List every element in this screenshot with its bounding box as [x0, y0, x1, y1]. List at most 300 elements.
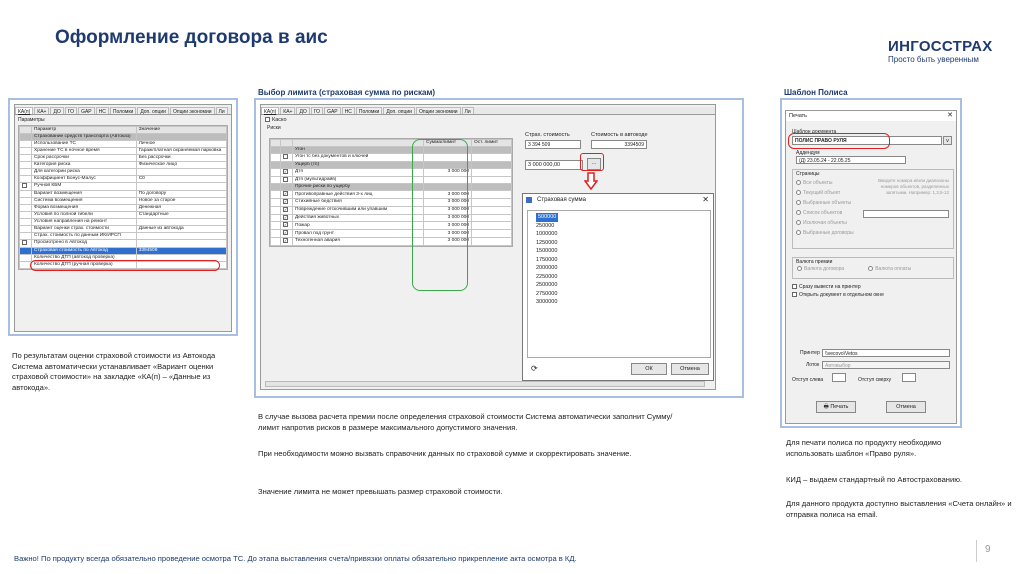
strakh-value-field[interactable]: 3 394 509 [525, 140, 581, 149]
risk-row [271, 222, 512, 230]
risk-rest [472, 199, 512, 207]
risk-name: Техногенная авария [293, 237, 424, 245]
risk-check[interactable] [281, 161, 293, 168]
sum-option[interactable] [528, 239, 710, 248]
print-note-2: КИД – выдаем стандартный по Автострахованию. [786, 475, 963, 484]
risk-rest [472, 230, 512, 238]
risk-checkbox[interactable] [283, 177, 288, 182]
lookup-highlight [580, 153, 604, 171]
sum-option-label: 500000 [538, 214, 557, 220]
table-row [20, 239, 227, 247]
table-row [20, 183, 227, 191]
open-window-label: Открыть документ в отдельном окне [799, 292, 884, 298]
param-value[interactable] [136, 183, 226, 191]
risk-check[interactable] [281, 154, 293, 162]
print-cancel-button[interactable]: Отмена [886, 401, 926, 413]
param-value[interactable]: Стандартные [136, 211, 226, 218]
risk-check[interactable] [281, 176, 293, 184]
tray-select[interactable]: Автовыбор [822, 361, 950, 369]
row-marker [20, 197, 32, 204]
risk-checkbox[interactable]: ✓ [284, 191, 288, 197]
risk-rest [472, 154, 512, 162]
row-marker [20, 141, 32, 148]
risk-name: Действия животных [293, 214, 424, 222]
param-name: Хранение ТС в ночное время [32, 148, 137, 155]
risk-check[interactable] [281, 147, 293, 154]
risk-name: Противоправные действия 3-х лиц [293, 191, 424, 199]
tab-7[interactable]: Доп. опции [383, 107, 415, 114]
margin-top-input[interactable] [902, 373, 916, 382]
sum-option-label: 1500000 [536, 248, 558, 254]
table-row [20, 190, 227, 197]
pages-option[interactable] [796, 218, 953, 228]
brand-logo: ИНГОССТРАХ [888, 38, 993, 55]
panel-params-frame [8, 98, 238, 336]
printer-label: Принтер [800, 350, 820, 356]
param-value[interactable]: Без рассрочки [136, 155, 226, 162]
risk-check[interactable] [281, 222, 293, 230]
sum-option-label: 2250000 [536, 273, 558, 280]
risk-row [271, 191, 512, 199]
param-value[interactable]: С0 [136, 176, 226, 183]
tab-3[interactable]: ГО [311, 107, 323, 114]
table-row [20, 176, 227, 183]
template-field[interactable]: ПОЛИС ПРАВО РУЛЯ [792, 136, 942, 145]
limit-tabs [261, 107, 715, 115]
param-value[interactable]: Физическое лицо [136, 162, 226, 169]
param-name: Форма возмещения [32, 204, 137, 211]
tab-6[interactable]: Поломки [110, 107, 136, 114]
sum-limit-highlight [412, 139, 468, 291]
pages-option-label: Выбранные объекты [803, 200, 852, 206]
sum-option[interactable] [528, 230, 710, 239]
risk-check[interactable] [281, 237, 293, 245]
risk-row [271, 214, 512, 222]
risk-checkbox[interactable]: ✓ [284, 237, 288, 243]
param-name: Количество ДТП (ручная проверка) [32, 261, 137, 268]
risk-checkbox[interactable]: ✓ [284, 214, 288, 220]
param-name: Ручной КБМ [32, 183, 137, 191]
row-marker [20, 190, 32, 197]
param-name: Система возмещения [32, 197, 137, 204]
row-marker [20, 247, 32, 254]
template-heading: Шаблон Полиса [784, 88, 848, 97]
printer-icon: 🖶 [823, 404, 831, 410]
table-row [20, 197, 227, 204]
risk-rest [472, 237, 512, 245]
risk-sum[interactable]: 3 000 000 [424, 199, 472, 207]
col-rest-limit: Ост. лимит [472, 140, 512, 147]
row-marker [20, 176, 32, 183]
risk-name: Ущерб (тп) [293, 161, 424, 168]
row-marker [20, 239, 32, 247]
risk-marker [271, 176, 281, 184]
risk-row [271, 206, 512, 214]
param-name: Срок рассрочки [32, 155, 137, 162]
pages-radio[interactable] [796, 220, 801, 225]
risk-rest [472, 214, 512, 222]
sum-option-label: 1250000 [536, 239, 558, 246]
param-value[interactable]: Новое за старое [136, 197, 226, 204]
risk-rest [472, 176, 512, 184]
risk-name: Дтп (мультидрайв) [293, 176, 424, 184]
risk-check[interactable] [281, 191, 293, 199]
risk-sum[interactable]: 3 000 000 [424, 230, 472, 238]
currency-payment-radio[interactable] [868, 266, 873, 271]
tab-9[interactable]: Ли [462, 107, 474, 114]
tab-4[interactable]: GAP [324, 107, 341, 114]
risk-check[interactable] [281, 199, 293, 207]
risk-name: Прочие риски по ущербу [293, 184, 424, 191]
table-row [20, 169, 227, 176]
template-label: Шаблон документа [792, 129, 837, 135]
row-marker [20, 225, 32, 232]
row-checkbox[interactable] [22, 240, 27, 245]
sum-option[interactable] [528, 298, 710, 307]
param-name: Вариант оценки страх. стоимости [32, 225, 137, 232]
print-titlebar [786, 111, 956, 121]
pages-radio[interactable] [796, 180, 801, 185]
risk-marker [271, 154, 281, 162]
risk-checkbox[interactable] [283, 154, 288, 159]
param-value[interactable] [136, 169, 226, 176]
pages-option-label: Все объекты [803, 180, 833, 186]
param-name: Страхование средств транспорта (Автоказ) [32, 134, 137, 141]
col-param: Параметр [32, 127, 137, 134]
param-name: Количество ДТП (автокод проверка) [32, 254, 137, 261]
sum-dialog [522, 193, 714, 381]
print-button[interactable] [816, 401, 856, 413]
sum-option[interactable] [528, 256, 710, 265]
addendum-field[interactable]: (Д) 23.05.24 - 22.05.25 [796, 156, 906, 164]
risk-name: Пожар [293, 222, 424, 230]
panel-limit-frame [254, 98, 744, 398]
print-note-3: Для данного продукта доступно выставления «Счета онлайн» и отправка полиса на email. [786, 499, 1012, 519]
risk-marker [271, 161, 281, 168]
currency-label: Валюта премии [796, 259, 833, 265]
param-name: Страховая стоимость по Автокод [32, 247, 137, 254]
tab-6[interactable]: Поломки [356, 107, 382, 114]
sum-option[interactable] [528, 264, 710, 273]
kasko-checkbox[interactable] [265, 117, 270, 122]
page-title: Оформление договора в аис [55, 27, 328, 48]
risk-rest [472, 206, 512, 214]
param-name: Страх. стоимость по данным ИК/ИРСП [32, 232, 137, 239]
close-icon[interactable]: ✕ [702, 195, 709, 204]
sum-option[interactable] [528, 213, 710, 222]
pages-group [792, 169, 954, 249]
pages-radio[interactable] [796, 200, 801, 205]
row-marker [20, 183, 32, 191]
addendum-label: Аддендум [796, 150, 820, 156]
risk-check[interactable] [281, 206, 293, 214]
print-now-label: Сразу вывести на принтер [799, 284, 861, 290]
tab-0[interactable]: КА(п) [261, 107, 279, 114]
currency-contract-radio[interactable] [797, 266, 802, 271]
tab-8[interactable]: Опции экономии [170, 107, 215, 114]
refresh-icon[interactable]: ⟳ [531, 364, 538, 373]
tab-3[interactable]: ГО [65, 107, 77, 114]
tab-0[interactable]: КА(п) [15, 107, 33, 114]
param-name: Условия по полной гибели [32, 211, 137, 218]
row-checkbox[interactable] [22, 183, 27, 188]
sum-option-label: 250000 [536, 222, 555, 229]
pages-option[interactable] [796, 198, 953, 208]
risk-row [271, 184, 512, 191]
tab-5[interactable]: НС [342, 107, 355, 114]
table-row [20, 247, 227, 254]
sum-dialog-titlebar [523, 194, 713, 206]
currency-contract-label: Валюта договора [804, 266, 845, 272]
autocode-highlight [30, 260, 220, 271]
table-row [20, 225, 227, 232]
param-value[interactable] [136, 232, 226, 239]
risk-row [271, 147, 512, 154]
param-value[interactable]: Личное [136, 141, 226, 148]
limit-text-1: В случае вызова расчета премии после определения страховой стоимости Система автоматически заполнит Сумму/лимит напротив рисков в размере максимального допустимого значения. [258, 412, 673, 432]
param-name: Просмотрено в Автокод [32, 239, 137, 247]
risk-marker [271, 191, 281, 199]
strakh-label: Страх. стоимость [525, 132, 570, 138]
tab-2[interactable]: ДО [296, 107, 309, 114]
table-row [20, 134, 227, 141]
risk-name: Повреждение отскочившим или упавшим [293, 206, 424, 214]
risk-rest [472, 168, 512, 176]
sum-options-list [527, 210, 711, 358]
print-note-1: Для печати полиса по продукту необходимо использовать шаблон «Право руля». [786, 438, 942, 458]
template-dropdown-button[interactable] [943, 136, 952, 145]
risk-row [271, 168, 512, 176]
risk-checkbox[interactable]: ✓ [284, 222, 288, 228]
tab-7[interactable]: Доп. опции [137, 107, 169, 114]
limit-value-field[interactable]: 3 000 000,00 [525, 160, 583, 170]
param-value[interactable]: По договору [136, 190, 226, 197]
row-marker [20, 204, 32, 211]
risk-marker [271, 199, 281, 207]
row-marker [20, 169, 32, 176]
pages-hint: Введите номера и/или диапазоны номеров объектов, разделенных запятыми. Например: 1,3,5-12 [878, 178, 949, 195]
risk-sum[interactable]: 3 000 000 [424, 222, 472, 230]
pages-radio[interactable] [796, 190, 801, 195]
sum-option[interactable] [528, 247, 710, 256]
risk-name: Провал под грунт [293, 230, 424, 238]
sum-dialog-title: Страховая сумма [537, 197, 586, 203]
risk-rest [472, 147, 512, 154]
risk-row [271, 237, 512, 245]
footer-divider [976, 540, 977, 562]
risk-row [271, 154, 512, 162]
risk-rest [472, 191, 512, 199]
open-window-checkbox[interactable] [792, 292, 797, 297]
tab-1[interactable]: КА+ [34, 107, 49, 114]
param-name: Условия направления на ремонт [32, 218, 137, 225]
table-row [20, 148, 227, 155]
row-marker [20, 218, 32, 225]
risk-checkbox[interactable]: ✓ [284, 199, 288, 205]
params-group-label: Параметры [18, 117, 45, 123]
param-value[interactable] [136, 218, 226, 225]
avtokod-label: Стоимость в автокоде [591, 132, 648, 138]
printer-select[interactable]: \\vecovo\Vetos [822, 349, 950, 357]
sum-option-label: 2000000 [536, 265, 558, 271]
params-table [19, 126, 227, 269]
table-row [20, 218, 227, 225]
sum-option-label: 1750000 [536, 256, 558, 263]
print-button-label: Печать [830, 404, 849, 410]
risk-marker [271, 237, 281, 245]
footer-note: Важно! По продукту всегда обязательно проведение осмотра ТС. До этапа выставления счета/привязки оплаты обязательно прикрепление акта осмотра в КД. [14, 554, 577, 563]
risk-rest [472, 222, 512, 230]
limit-lookup-button[interactable]: ... [587, 158, 601, 170]
params-tabs [15, 107, 231, 115]
risk-name: Дтп [293, 168, 424, 176]
margin-left-input[interactable] [832, 373, 846, 382]
risk-marker [271, 222, 281, 230]
template-highlight [788, 133, 890, 149]
col-value: Значение [136, 127, 226, 134]
pages-option-label: Выбранные договоры [803, 230, 854, 236]
table-row [20, 232, 227, 239]
pages-option-label: Исключая объекты [803, 220, 847, 226]
pages-option[interactable] [796, 228, 953, 238]
risk-row [271, 199, 512, 207]
close-icon[interactable]: ✕ [947, 112, 953, 119]
tab-4[interactable]: GAP [78, 107, 95, 114]
risk-checkbox[interactable]: ✓ [284, 168, 288, 174]
tab-1[interactable]: КА+ [280, 107, 295, 114]
risk-check[interactable] [281, 168, 293, 176]
print-window-title: Печать [789, 113, 808, 119]
sum-option[interactable] [528, 273, 710, 282]
tab-5[interactable]: НС [96, 107, 109, 114]
limit-text-3: Значение лимита не может превышать размер страховой стоимости. [258, 487, 503, 496]
risks-label: Риски [267, 125, 281, 131]
sum-option[interactable] [528, 281, 710, 290]
risk-sum[interactable]: 3 000 000 [424, 206, 472, 214]
param-value[interactable] [136, 239, 226, 247]
panel1-caption: По результатам оценки страховой стоимости из Автокода Система автоматически устанавливает «Вариант оценки страховой стоимости» на закладке «КА(п) – «Данные из автокода». [12, 351, 216, 392]
print-window [785, 110, 957, 424]
risk-check[interactable] [281, 184, 293, 191]
table-row [20, 204, 227, 211]
currency-group [792, 257, 954, 279]
row-marker [20, 148, 32, 155]
pages-input[interactable] [863, 210, 949, 218]
risk-row [271, 176, 512, 184]
pages-radio[interactable] [796, 230, 801, 235]
param-name: Использование ТС [32, 141, 137, 148]
risk-marker [271, 184, 281, 191]
risk-checkbox[interactable]: ✓ [284, 206, 288, 212]
pages-label: Страницы [796, 171, 820, 177]
sum-option-label: 2750000 [536, 290, 558, 297]
margin-top-label: Отступ сверху [858, 377, 892, 383]
currency-payment-label: Валюта оплаты [875, 266, 912, 272]
risks-table [270, 139, 512, 246]
param-value[interactable] [136, 134, 226, 141]
brand-slogan: Просто быть уверенным [888, 55, 979, 64]
margin-left-label: Отступ слева [792, 377, 824, 383]
pages-option-label: Текущий объект [803, 190, 841, 196]
risk-name: Угон тс без документов и ключей [293, 154, 424, 162]
tab-2[interactable]: ДО [50, 107, 63, 114]
print-now-checkbox[interactable] [792, 284, 797, 289]
row-marker [20, 232, 32, 239]
avtokod-value-field: 3394509 [591, 140, 647, 149]
sum-option[interactable] [528, 290, 710, 299]
param-value[interactable]: Данные из автокода [136, 225, 226, 232]
sum-option-label: 2500000 [536, 282, 558, 288]
risk-sum[interactable]: 3 000 000 [424, 214, 472, 222]
limit-text-2: При необходимости можно вызвать справочник данных по страховой сумме и скорректировать значение. [258, 449, 632, 458]
risk-checkbox[interactable]: ✓ [284, 230, 288, 236]
page-number: 9 [985, 544, 991, 555]
row-marker [20, 162, 32, 169]
dialog-cancel-button[interactable]: Отмена [671, 363, 709, 375]
pages-radio[interactable] [796, 210, 801, 215]
risk-sum[interactable]: 3 000 000 [424, 191, 472, 199]
tray-label: Лоток [806, 362, 820, 368]
chevron-down-icon: v [946, 138, 949, 144]
param-name: Категория риска [32, 162, 137, 169]
risk-rest [472, 184, 512, 191]
tab-8[interactable]: Опции экономии [416, 107, 461, 114]
row-marker [20, 254, 32, 261]
risk-sum[interactable]: 3 000 000 [424, 168, 472, 176]
risk-marker [271, 206, 281, 214]
risk-sum[interactable]: 3 000 000 [424, 237, 472, 245]
risk-marker [271, 168, 281, 176]
pages-option-label: Список объектов [803, 210, 843, 216]
params-window [14, 104, 232, 332]
table-row [20, 141, 227, 148]
param-value[interactable]: Гараж/платная охраняемая парковка [136, 148, 226, 155]
tab-9[interactable]: Ли [216, 107, 228, 114]
row-marker [20, 211, 32, 218]
risk-name: Стихийные бедствия [293, 199, 424, 207]
col-sum-limit: Сумма/лимит [424, 140, 472, 147]
dialog-ok-button[interactable]: ОК [631, 363, 667, 375]
risk-check[interactable] [281, 230, 293, 238]
sum-option[interactable] [528, 222, 710, 231]
table-row [20, 162, 227, 169]
panel-print-frame [780, 98, 962, 428]
risk-row [271, 161, 512, 168]
table-row [20, 155, 227, 162]
limit-heading: Выбор лимита (страховая сумма по рискам) [258, 88, 436, 97]
risk-rest [472, 161, 512, 168]
arrow-down-icon [584, 172, 598, 190]
param-value[interactable]: 3394509 [136, 247, 226, 254]
table-row [20, 211, 227, 218]
param-name: Для категории риска [32, 169, 137, 176]
app-icon [526, 197, 532, 203]
param-name: Коэффициент Бонус-Малус [32, 176, 137, 183]
sum-option-label: 1000000 [536, 231, 558, 237]
risk-marker [271, 147, 281, 154]
risk-marker [271, 230, 281, 238]
risk-marker [271, 214, 281, 222]
risk-check[interactable] [281, 214, 293, 222]
param-value[interactable]: Денежная [136, 204, 226, 211]
sum-option-label: 3000000 [536, 299, 558, 305]
row-marker [20, 134, 32, 141]
horizontal-scrollbar[interactable] [265, 381, 705, 387]
risk-name: Угон [293, 147, 424, 154]
risk-row [271, 230, 512, 238]
row-marker [20, 155, 32, 162]
kasko-label: Каско [272, 117, 287, 123]
